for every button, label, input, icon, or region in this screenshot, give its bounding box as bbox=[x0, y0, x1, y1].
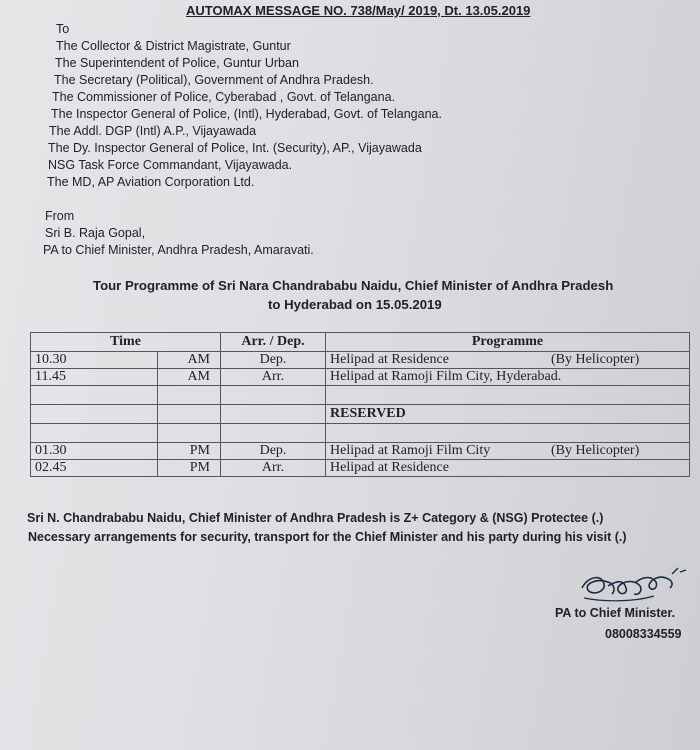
time-cell bbox=[31, 424, 158, 443]
phone-number: 08008334559 bbox=[605, 627, 682, 641]
sender-title: PA to Chief Minister, Andhra Pradesh, Amaravati. bbox=[43, 243, 314, 257]
arrdep-cell bbox=[221, 386, 326, 405]
ampm-cell: PM bbox=[158, 460, 221, 477]
programme-cell bbox=[326, 352, 690, 369]
sender-name: Sri B. Raja Gopal, bbox=[45, 226, 146, 240]
ampm-cell bbox=[158, 386, 221, 405]
programme-cell bbox=[326, 386, 690, 405]
programme-cell bbox=[326, 460, 690, 477]
ampm-cell: PM bbox=[158, 443, 221, 460]
table-row bbox=[31, 405, 690, 424]
ampm-cell: AM bbox=[158, 369, 221, 386]
recipient-5: The Inspector General of Police, (Intl), Hyderabad, Govt. of Telangana. bbox=[51, 107, 442, 121]
ampm-cell bbox=[158, 405, 221, 424]
time-cell: 11.45 bbox=[31, 369, 158, 386]
tour-title-line1: Tour Programme of Sri Nara Chandrababu Naidu, Chief Minister of Andhra Pradesh bbox=[93, 278, 614, 293]
table-row bbox=[31, 443, 690, 460]
programme-cell bbox=[326, 424, 690, 443]
recipient-2: The Superintendent of Police, Guntur Urban bbox=[55, 56, 299, 70]
table-row bbox=[31, 424, 690, 443]
recipient-6: The Addl. DGP (Intl) A.P., Vijayawada bbox=[49, 124, 257, 138]
from-label: From bbox=[45, 209, 75, 223]
programme-text: Helipad at Residence bbox=[330, 352, 449, 367]
table-header-row bbox=[31, 333, 690, 352]
tour-schedule-table bbox=[30, 332, 690, 477]
table-row bbox=[31, 386, 690, 405]
recipient-4: The Commissioner of Police, Cyberabad , Govt. of Telangana. bbox=[52, 90, 395, 104]
arrdep-cell bbox=[221, 424, 326, 443]
table-row bbox=[31, 460, 690, 477]
ampm-cell bbox=[158, 424, 221, 443]
arrdep-cell: Dep. bbox=[221, 352, 326, 369]
arrdep-header: Arr. / Dep. bbox=[221, 333, 326, 352]
programme-header: Programme bbox=[326, 333, 690, 352]
handwritten-signature-icon bbox=[574, 558, 694, 608]
tour-title-line2: to Hyderabad on 15.05.2019 bbox=[268, 297, 442, 312]
programme-text: Helipad at Residence bbox=[330, 460, 449, 475]
table-row bbox=[31, 369, 690, 386]
recipient-8: NSG Task Force Commandant, Vijayawada. bbox=[48, 158, 293, 172]
table-row bbox=[31, 352, 690, 369]
recipient-1: The Collector & District Magistrate, Guntur bbox=[56, 39, 291, 53]
travel-mode: (By Helicopter) bbox=[551, 443, 640, 458]
programme-text: Helipad at Ramoji Film City bbox=[330, 443, 491, 458]
programme-cell bbox=[326, 405, 690, 424]
recipient-9: The MD, AP Aviation Corporation Ltd. bbox=[47, 175, 255, 189]
programme-cell bbox=[326, 443, 690, 460]
signatory: PA to Chief Minister. bbox=[555, 606, 676, 620]
programme-text: RESERVED bbox=[330, 406, 406, 421]
ampm-cell: AM bbox=[158, 352, 221, 369]
arrdep-cell: Arr. bbox=[221, 460, 326, 477]
recipient-7: The Dy. Inspector General of Police, Int. (Security), AP., Vijayawada bbox=[48, 141, 422, 155]
time-cell: 02.45 bbox=[31, 460, 158, 477]
to-label: To bbox=[56, 22, 70, 36]
programme-text: Helipad at Ramoji Film City, Hyderabad. bbox=[330, 369, 562, 384]
travel-mode: (By Helicopter) bbox=[551, 352, 640, 367]
security-note-line2: Necessary arrangements for security, transport for the Chief Minister and his party during his visit (.) bbox=[28, 530, 627, 544]
programme-cell bbox=[326, 369, 690, 386]
arrdep-cell: Arr. bbox=[221, 369, 326, 386]
time-cell: 10.30 bbox=[31, 352, 158, 369]
time-cell bbox=[31, 405, 158, 424]
time-header: Time bbox=[31, 333, 221, 352]
message-header: AUTOMAX MESSAGE NO. 738/May/ 2019, Dt. 13.05.2019 bbox=[186, 3, 531, 18]
time-cell bbox=[31, 386, 158, 405]
arrdep-cell bbox=[221, 405, 326, 424]
time-cell: 01.30 bbox=[31, 443, 158, 460]
arrdep-cell: Dep. bbox=[221, 443, 326, 460]
security-note-line1: Sri N. Chandrababu Naidu, Chief Minister of Andhra Pradesh is Z+ Category & (NSG) Protectee (.) bbox=[27, 511, 604, 525]
recipient-3: The Secretary (Political), Government of Andhra Pradesh. bbox=[54, 73, 374, 87]
